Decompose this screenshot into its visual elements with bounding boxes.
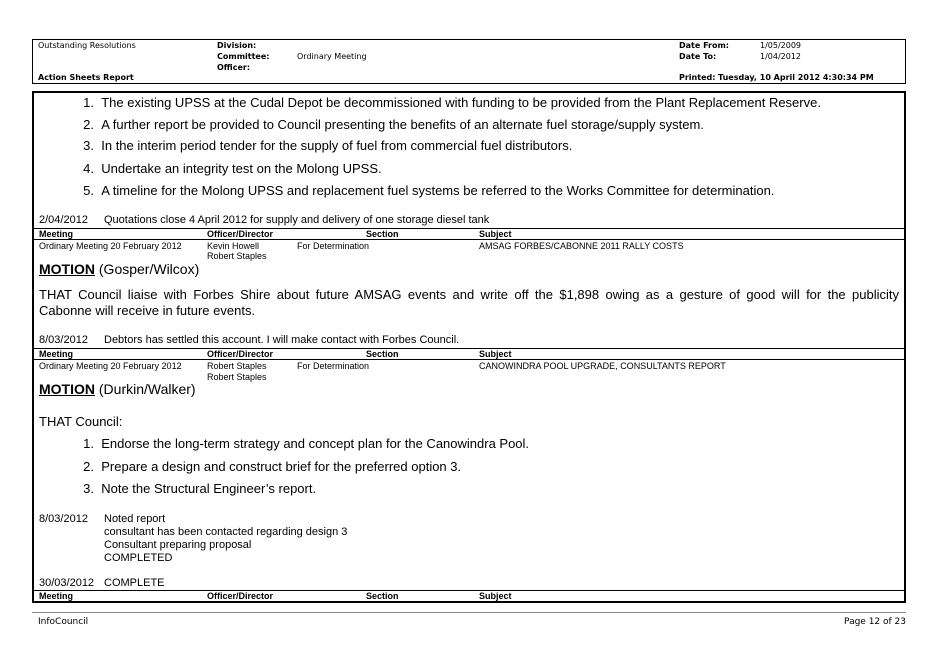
resolution-text: THAT Council liaise with Forbes Shire about future AMSAG events and write off the $1,898 owing as a gesture of good will for the publicity — [39, 287, 899, 302]
subject-value: CANOWINDRA POOL UPGRADE, CONSULTANTS REPORT — [479, 361, 726, 371]
note-date: 2/04/2012 — [39, 214, 88, 226]
resolution-text: Cabonne will receive in future events. — [39, 303, 256, 318]
officer-value: Robert Staples — [207, 361, 267, 371]
column-header-section: Section — [366, 229, 399, 239]
column-header-subject: Subject — [479, 229, 512, 239]
list-item: 4. Undertake an integrity test on the Molong UPSS. — [83, 161, 382, 176]
note-text: Quotations close 4 April 2012 for supply and delivery of one storage diesel tank — [104, 214, 490, 226]
note-text: Consultant preparing proposal — [104, 539, 252, 551]
section-value: For Determination — [297, 241, 370, 251]
officer-value: Robert Staples — [207, 251, 267, 261]
list-item: 2. Prepare a design and construct brief for the preferred option 3. — [83, 459, 462, 474]
divider — [32, 590, 906, 591]
subject-value: AMSAG FORBES/CABONNE 2011 RALLY COSTS — [479, 241, 684, 251]
divider — [32, 239, 906, 240]
column-header-subject: Subject — [479, 591, 512, 601]
note-text: COMPLETE — [104, 577, 165, 589]
officer-label: Officer: — [217, 63, 251, 72]
list-item: 5. A timeline for the Molong UPSS and replacement fuel systems be referred to the Works Committee for determination. — [83, 183, 775, 198]
footer-brand: InfoCouncil — [38, 617, 89, 627]
date-to-label: Date To: — [679, 52, 717, 61]
note-text: Debtors has settled this account. I will make contact with Forbes Council. — [104, 334, 460, 346]
note-date: 8/03/2012 — [39, 513, 88, 525]
column-header-section: Section — [366, 591, 399, 601]
list-item: 3. In the interim period tender for the supply of fuel from commercial fuel distributors. — [83, 138, 573, 153]
list-item: 1. The existing UPSS at the Cudal Depot be decommissioned with funding to be provided from the Plant Replacement Reserve. — [83, 95, 821, 110]
meeting-value: Ordinary Meeting 20 February 2012 — [39, 241, 182, 251]
meeting-value: Ordinary Meeting 20 February 2012 — [39, 361, 182, 371]
note-date: 30/03/2012 — [39, 577, 95, 589]
note-text: consultant has been contacted regarding design 3 — [104, 526, 348, 538]
column-header-meeting: Meeting — [39, 591, 74, 601]
column-header-meeting: Meeting — [39, 349, 74, 359]
note-date: 8/03/2012 — [39, 334, 88, 346]
committee-value: Ordinary Meeting — [297, 52, 367, 61]
report-name: Action Sheets Report — [38, 73, 134, 82]
list-item: 3. Note the Structural Engineer’s report. — [83, 481, 317, 496]
column-header-section: Section — [366, 349, 399, 359]
page-number: Page 12 of 23 — [844, 617, 906, 627]
printed-value: Tuesday, 10 April 2012 4:30:34 PM — [718, 73, 874, 82]
column-header-officer: Officer/Director — [207, 591, 274, 601]
date-from-label: Date From: — [679, 41, 730, 50]
division-label: Division: — [217, 41, 257, 50]
resolution-intro: THAT Council: — [39, 414, 123, 429]
footer-divider — [32, 612, 906, 613]
note-text: COMPLETED — [104, 552, 173, 564]
printed-label: Printed: — [679, 73, 716, 82]
officer-value: Kevin Howell — [207, 241, 260, 251]
section-value: For Determination — [297, 361, 370, 371]
divider — [32, 359, 906, 360]
date-from-value: 1/05/2009 — [760, 41, 802, 50]
officer-value: Robert Staples — [207, 372, 267, 382]
report-type: Outstanding Resolutions — [38, 41, 136, 50]
list-item: 1. Endorse the long-term strategy and concept plan for the Canowindra Pool. — [83, 436, 530, 451]
column-header-subject: Subject — [479, 349, 512, 359]
date-to-value: 1/04/2012 — [760, 52, 802, 61]
note-text: Noted report — [104, 513, 166, 525]
list-item: 2. A further report be provided to Council presenting the benefits of an alternate fuel storage/supply system. — [83, 117, 704, 132]
motion-heading: MOTION (Gosper/Wilcox) — [39, 261, 200, 277]
column-header-meeting: Meeting — [39, 229, 74, 239]
divider — [32, 348, 906, 349]
column-header-officer: Officer/Director — [207, 229, 274, 239]
committee-label: Committee: — [217, 52, 270, 61]
column-header-officer: Officer/Director — [207, 349, 274, 359]
motion-heading: MOTION (Durkin/Walker) — [39, 381, 196, 397]
divider — [32, 228, 906, 229]
